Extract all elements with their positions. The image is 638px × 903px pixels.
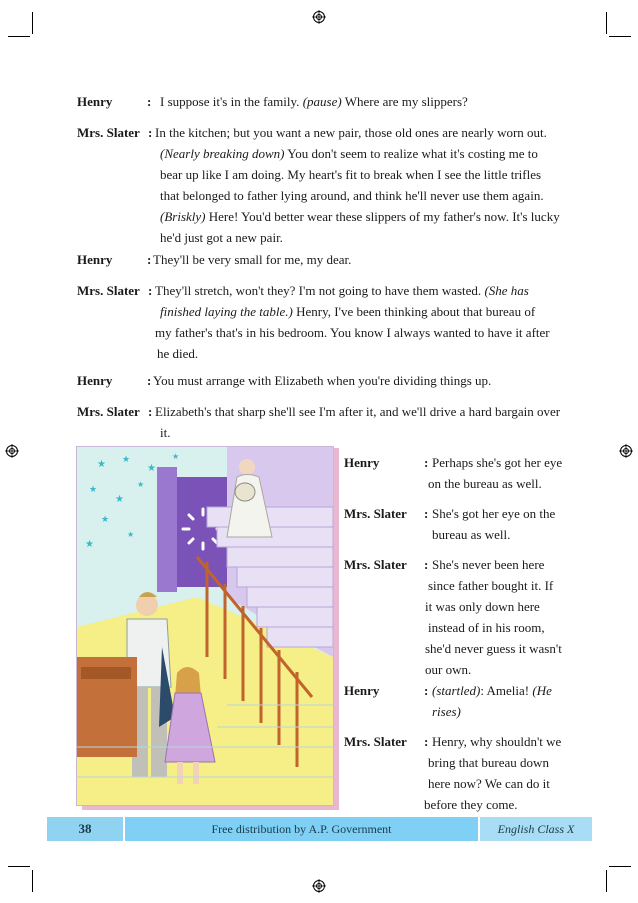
speaker-name: Henry [344,455,380,470]
stage-direction: (startled) [432,683,481,698]
dialogue-text: : Amelia! [480,683,533,698]
dialogue-text: You don't seem to realize what it's costing me to [284,146,538,161]
speaker-name: Mrs. Slater [344,557,407,572]
dialogue-text: Where are my slippers? [341,94,468,109]
colon: : [148,125,153,140]
registration-mark-icon [619,444,633,458]
dialogue-text: she'd never guess it wasn't [425,641,562,656]
footer-book-title: English Class X [480,817,592,841]
registration-mark-icon [312,10,326,24]
svg-text:★: ★ [122,454,131,464]
speaker-name: Henry [77,252,113,267]
dialogue-text: They'll stretch, won't they? I'm not going to have them wasted. [155,283,485,298]
dialogue-text: he'd just got a new pair. [160,230,283,245]
speaker-name: Mrs. Slater [344,506,407,521]
dialogue-text: bureau as well. [432,527,511,542]
dialogue-text: our own. [425,662,472,677]
page-footer [47,817,592,841]
colon: : [147,373,152,388]
svg-text:★: ★ [127,530,135,539]
dialogue-text: since father bought it. If [428,578,554,593]
crop-mark [8,36,30,37]
dialogue-text: before they come. [424,797,518,812]
svg-text:★: ★ [115,494,124,505]
crop-mark [32,870,33,892]
colon: : [424,455,429,470]
svg-text:★: ★ [101,514,110,524]
colon: : [424,557,429,572]
dialogue-line [160,91,468,112]
svg-text:★: ★ [137,480,145,489]
colon: : [148,283,153,298]
dialogue-text: In the kitchen; but you want a new pair, those old ones are nearly worn out. [155,125,547,140]
dialogue-text: Perhaps she's got her eye [432,455,563,470]
colon: : [147,252,152,267]
dialogue-text: he died. [157,346,199,361]
dialogue-text: it was only down here [425,599,540,614]
dialogue-line [160,143,538,164]
dialogue-text: She's never been here [432,557,545,572]
stage-direction: (He [532,683,552,698]
colon: : [424,734,429,749]
dialogue-text: here now? We can do it [428,776,550,791]
dialogue-text: bear up like I am doing. My heart's fit to break when I see the little trifles [160,167,542,182]
dialogue-line [160,206,560,227]
svg-text:★: ★ [97,459,106,470]
page-number: 38 [47,817,123,841]
dialogue-text: Henry, I've been thinking about that bureau of [292,304,536,319]
dialogue-text: it. [160,425,171,440]
registration-mark-icon [312,879,326,893]
colon: : [424,683,429,698]
dialogue-text: instead of in his room, [428,620,545,635]
colon: : [424,506,429,521]
dialogue-line [160,301,535,322]
registration-mark-icon [5,444,19,458]
speaker-name: Mrs. Slater [344,734,407,749]
dialogue-text: bring that bureau down [428,755,549,770]
crop-mark [609,36,631,37]
crop-mark [8,866,30,867]
svg-text:★: ★ [85,539,94,550]
dialogue-line [155,280,529,301]
dialogue-text: I suppose it's in the family. [160,94,303,109]
speaker-name: Henry [344,683,380,698]
dialogue-text: my father's that's in his bedroom. You know I always wanted to have it after [155,325,550,340]
crop-mark [609,866,631,867]
crop-mark [606,870,607,892]
colon: : [148,404,153,419]
speaker-name: Mrs. Slater [77,283,140,298]
illustration [76,446,334,806]
stage-direction: (pause) [302,94,342,109]
stage-direction: (Briskly) [160,209,206,224]
svg-text:★: ★ [89,484,98,494]
stage-direction: (Nearly breaking down) [160,146,285,161]
dialogue-text: that belonged to father lying around, and think he'll never use them again. [160,188,544,203]
dialogue-text: Elizabeth's that sharp she'll see I'm after it, and we'll drive a hard bargain over [155,404,561,419]
svg-text:★: ★ [172,452,180,461]
dialogue-text: on the bureau as well. [428,476,542,491]
dialogue-text: Henry, why shouldn't we [432,734,562,749]
crop-mark [32,12,33,34]
dialogue-text: She's got her eye on the [432,506,556,521]
speaker-name: Henry [77,373,113,388]
dialogue-text: They'll be very small for me, my dear. [153,252,352,267]
svg-text:★: ★ [147,463,156,474]
stage-direction: rises) [432,704,461,719]
crop-mark [606,12,607,34]
colon: : [147,94,152,109]
footer-center-text: Free distribution by A.P. Government [125,817,478,841]
stage-direction: (She has [484,283,529,298]
speaker-name: Mrs. Slater [77,404,140,419]
speaker-name: Henry [77,94,113,109]
dialogue-text: Here! You'd better wear these slippers of my father's now. It's lucky [205,209,560,224]
speaker-name: Mrs. Slater [77,125,140,140]
stage-direction: finished laying the table.) [160,304,293,319]
dialogue-text: You must arrange with Elizabeth when you're dividing things up. [153,373,492,388]
dialogue-line [432,680,552,701]
